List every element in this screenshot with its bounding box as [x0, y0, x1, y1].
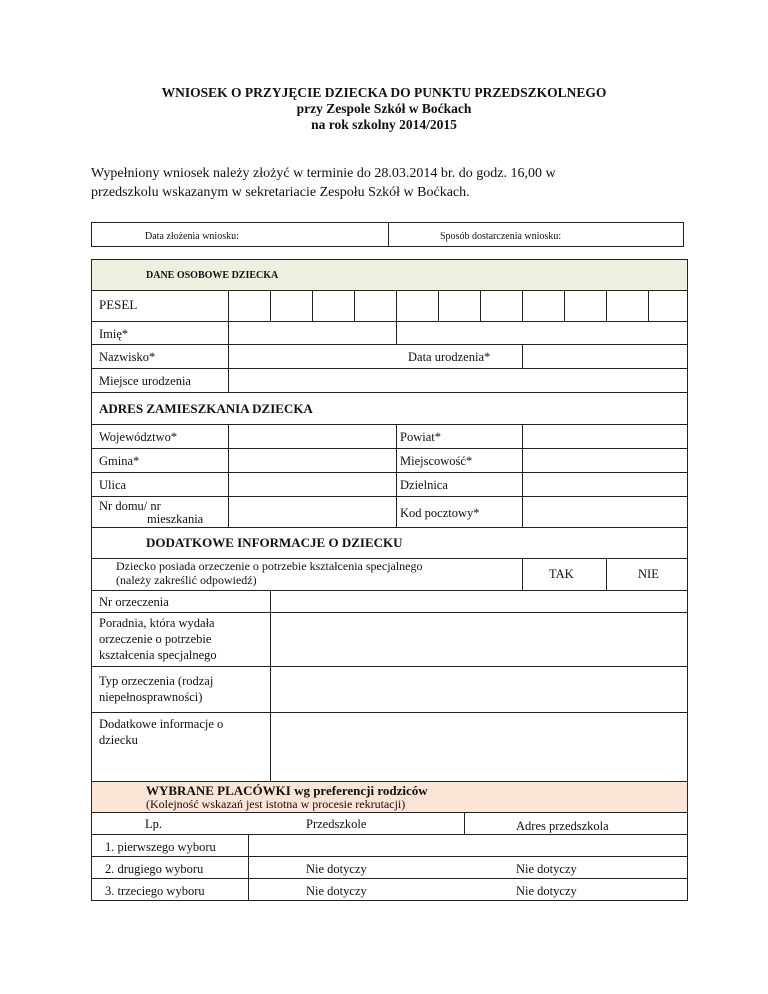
last-name-input[interactable] [229, 345, 399, 368]
certificate-type-input[interactable] [271, 667, 687, 712]
form-subtitle-year: na rok szkolny 2014/2015 [311, 117, 457, 132]
address-section-title: ADRES ZAMIESZKANIA DZIECKA [99, 401, 313, 416]
commune-label: Gmina* [99, 454, 140, 468]
extra-info-label-line-1: Dodatkowe informacje o [99, 717, 224, 731]
clinic-label-line-3: kształcenia specjalnego [99, 648, 217, 662]
submission-method-field[interactable] [389, 223, 683, 246]
district-input[interactable] [523, 473, 687, 496]
last-name-label: Nazwisko* [99, 350, 156, 364]
column-header-preschool: Przedszkole [306, 817, 367, 831]
certificate-type-label-line-1: Typ orzeczenia (rodzaj [99, 674, 214, 688]
locality-input[interactable] [523, 449, 687, 472]
preference-1-address-input[interactable] [466, 835, 687, 856]
submission-date-field[interactable] [92, 223, 388, 246]
pesel-label: PESEL [99, 297, 138, 312]
postal-code-label: Kod pocztowy* [400, 506, 480, 520]
birth-date-input[interactable] [523, 345, 687, 368]
answer-no[interactable]: NIE [638, 567, 659, 581]
postal-code-input[interactable] [523, 497, 687, 527]
column-header-address: Adres przedszkola [516, 819, 609, 833]
apartment-number-label: mieszkania [147, 512, 204, 526]
house-number-label: Nr domu/ nr [99, 499, 161, 513]
street-input[interactable] [229, 473, 396, 496]
birth-place-input[interactable] [229, 369, 687, 392]
intro-line-1: Wypełniony wniosek należy złożyć w terminie do 28.03.2014 br. do godz. 16,00 w [91, 166, 556, 181]
house-number-input[interactable] [229, 497, 396, 527]
additional-section-title: DODATKOWE INFORMACJE O DZIECKU [146, 535, 403, 550]
voivodeship-label: Województwo* [99, 430, 178, 444]
personal-section-title: DANE OSOBOWE DZIECKA [146, 270, 279, 281]
intro-line-2: przedszkolu wskazanym w sekretariacie Zespołu Szkół w Boćkach. [91, 185, 470, 200]
county-input[interactable] [523, 425, 687, 448]
certificate-instruction: (należy zakreślić odpowiedź) [116, 573, 257, 587]
certificate-number-input[interactable] [92, 591, 687, 612]
birth-date-label: Data urodzenia* [408, 350, 491, 364]
column-header-lp: Lp. [145, 817, 163, 831]
certificate-type-label-line-2: niepełnosprawności) [99, 690, 203, 704]
certificate-number-label: Nr orzeczenia [99, 595, 169, 609]
extra-info-label-line-2: dziecku [99, 733, 138, 747]
preference-3-preschool: Nie dotyczy [306, 884, 367, 898]
extra-info-input[interactable] [271, 713, 687, 781]
district-label: Dzielnica [400, 478, 448, 492]
preference-rank: 3. trzeciego wyboru [105, 884, 205, 898]
pesel-input[interactable] [229, 291, 687, 321]
preference-2-address: Nie dotyczy [516, 862, 577, 876]
preference-rank: 2. drugiego wyboru [105, 862, 204, 876]
preference-3-address: Nie dotyczy [516, 884, 577, 898]
preference-1-preschool-input[interactable] [249, 835, 465, 856]
county-label: Powiat* [400, 430, 441, 444]
certificate-question: Dziecko posiada orzeczenie o potrzebie kształcenia specjalnego [116, 559, 423, 573]
clinic-label-line-1: Poradnia, która wydała [99, 616, 215, 630]
submission-date-label: Data złożenia wniosku: [145, 231, 239, 242]
preferences-section-subtitle: (Kolejność wskazań jest istotna w procesie rekrutacji) [146, 797, 406, 811]
preference-2-preschool: Nie dotyczy [306, 862, 367, 876]
locality-label: Miejscowość* [400, 454, 473, 468]
form-subtitle-school: przy Zespole Szkół w Boćkach [296, 101, 472, 116]
clinic-input[interactable] [271, 613, 687, 666]
preference-rank: 1. pierwszego wyboru [105, 840, 216, 854]
birth-place-label: Miejsce urodzenia [99, 374, 191, 388]
form-title: WNIOSEK O PRZYJĘCIE DZIECKA DO PUNKTU PRZEDSZKOLNEGO [161, 85, 607, 100]
first-name-label: Imię* [99, 327, 129, 341]
voivodeship-input[interactable] [229, 425, 396, 448]
first-name-input[interactable] [229, 322, 687, 344]
submission-method-label: Sposób dostarczenia wniosku: [440, 231, 562, 242]
answer-yes[interactable]: TAK [549, 567, 574, 581]
preferences-section-title: WYBRANE PLACÓWKI wg preferencji rodziców [146, 783, 428, 798]
clinic-label-line-2: orzeczenie o potrzebie [99, 632, 212, 646]
street-label: Ulica [99, 478, 127, 492]
commune-input[interactable] [229, 449, 396, 472]
